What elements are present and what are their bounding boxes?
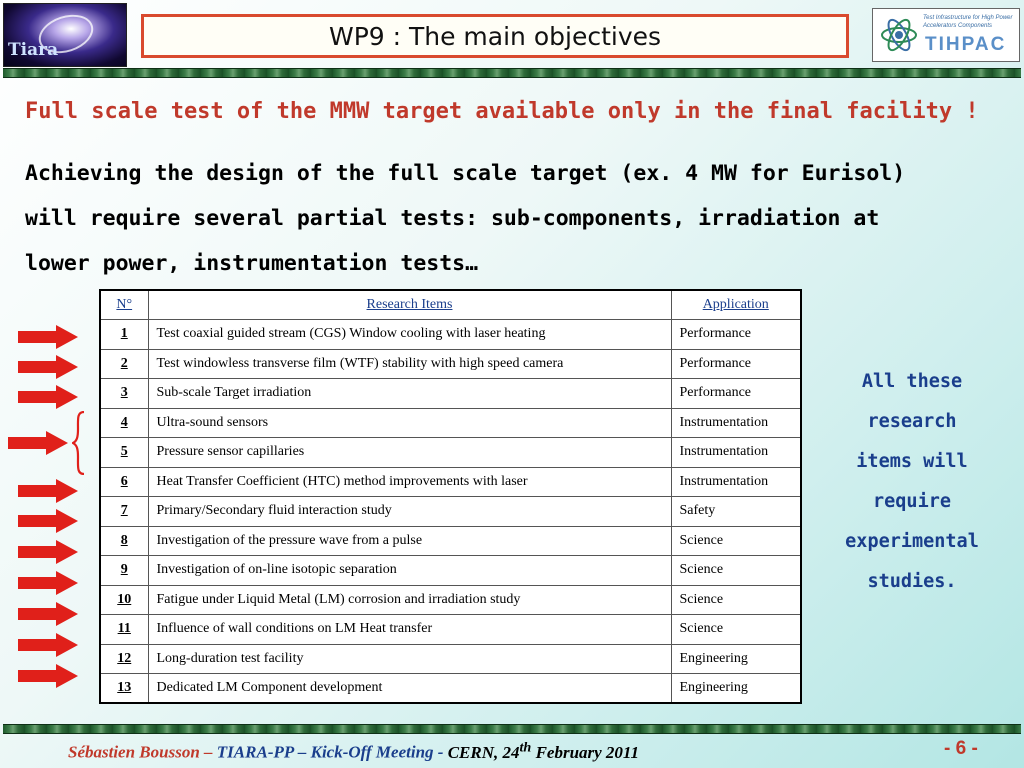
row-research-item: Dedicated LM Component development (148, 674, 671, 704)
page-number: - 6 - (944, 738, 978, 759)
side-note-line: experimental (845, 531, 979, 552)
row-research-item: Ultra-sound sensors (148, 408, 671, 438)
row-research-item: Heat Transfer Coefficient (HTC) method improvements with laser (148, 467, 671, 497)
table-row (100, 585, 801, 615)
row-number: 7 (100, 497, 148, 527)
bottom-divider-bar (3, 724, 1021, 734)
row-number: 3 (100, 379, 148, 409)
row-number: 9 (100, 556, 148, 586)
tihpac-logo (872, 8, 1020, 62)
row-number: 12 (100, 644, 148, 674)
row-application: Instrumentation (671, 408, 801, 438)
row-research-item: Influence of wall conditions on LM Heat transfer (148, 615, 671, 645)
right-arrow-icon (18, 602, 78, 626)
footer-place-post: February 2011 (531, 742, 639, 762)
side-note-line: items will (856, 451, 968, 472)
row-research-item: Pressure sensor capillaries (148, 438, 671, 468)
row-number: 2 (100, 349, 148, 379)
column-header-application: Application (671, 290, 801, 320)
table-row (100, 674, 801, 704)
top-divider-bar (3, 68, 1021, 78)
curly-brace-icon (72, 411, 86, 475)
row-application: Engineering (671, 644, 801, 674)
right-arrow-icon (18, 355, 78, 379)
table-row (100, 497, 801, 527)
table-row (100, 379, 801, 409)
right-arrow-icon (8, 431, 68, 455)
row-research-item: Investigation of on-line isotopic separation (148, 556, 671, 586)
slide-title: WP9 : The main objectives (328, 21, 662, 51)
table-row (100, 438, 801, 468)
slide-title-box (141, 14, 849, 58)
row-research-item: Primary/Secondary fluid interaction study (148, 497, 671, 527)
row-application: Science (671, 556, 801, 586)
paragraph-line: Achieving the design of the full scale target (ex. 4 MW for Eurisol) (25, 161, 906, 186)
research-items-table (99, 289, 802, 704)
subtitle: Full scale test of the MMW target available only in the final facility ! (25, 99, 979, 124)
footer-place-sup: th (519, 739, 532, 755)
row-application: Science (671, 615, 801, 645)
row-research-item: Fatigue under Liquid Metal (LM) corrosion and irradiation study (148, 585, 671, 615)
table-row (100, 320, 801, 350)
table-row (100, 467, 801, 497)
row-application: Science (671, 585, 801, 615)
atom-icon (879, 15, 919, 55)
paragraph-line: lower power, instrumentation tests… (25, 251, 479, 276)
right-arrow-icon (18, 540, 78, 564)
row-application: Safety (671, 497, 801, 527)
footer-place (447, 739, 639, 762)
footer-credit (68, 739, 639, 763)
intro-paragraph (25, 151, 1015, 286)
side-note-line: research (867, 411, 957, 432)
paragraph-line: will require several partial tests: sub-components, irradiation at (25, 206, 880, 231)
tihpac-wordmark: TIHPAC (925, 34, 1007, 55)
footer-author: Sébastien Bousson – (68, 742, 217, 762)
row-application: Instrumentation (671, 467, 801, 497)
side-note-line: require (873, 491, 951, 512)
row-application: Science (671, 526, 801, 556)
right-arrow-icon (18, 479, 78, 503)
table-row (100, 408, 801, 438)
table-row (100, 526, 801, 556)
row-number: 5 (100, 438, 148, 468)
row-number: 4 (100, 408, 148, 438)
table-row (100, 556, 801, 586)
tiara-logo-text: Tiara (8, 40, 59, 60)
row-research-item: Investigation of the pressure wave from a pulse (148, 526, 671, 556)
table-row (100, 615, 801, 645)
row-number: 10 (100, 585, 148, 615)
side-note-line: All these (861, 371, 963, 392)
right-arrow-icon (18, 325, 78, 349)
right-arrow-icon (18, 633, 78, 657)
row-research-item: Sub-scale Target irradiation (148, 379, 671, 409)
row-number: 11 (100, 615, 148, 645)
row-application: Performance (671, 349, 801, 379)
column-header-number: N° (100, 290, 148, 320)
row-number: 13 (100, 674, 148, 704)
row-application: Performance (671, 379, 801, 409)
footer-event: TIARA-PP – Kick-Off Meeting - (216, 742, 448, 762)
row-application: Engineering (671, 674, 801, 704)
row-research-item: Test coaxial guided stream (CGS) Window cooling with laser heating (148, 320, 671, 350)
side-note (828, 362, 996, 602)
row-number: 8 (100, 526, 148, 556)
right-arrow-icon (18, 664, 78, 688)
table-row (100, 349, 801, 379)
tihpac-tagline: Test Infrastructure for High Power Accelerators Components (923, 15, 1013, 29)
table-header-row (100, 290, 801, 320)
right-arrow-icon (18, 509, 78, 533)
right-arrow-icon (18, 385, 78, 409)
right-arrow-icon (18, 571, 78, 595)
tiara-logo (3, 3, 127, 67)
row-number: 1 (100, 320, 148, 350)
column-header-research-items: Research Items (148, 290, 671, 320)
row-application: Instrumentation (671, 438, 801, 468)
row-research-item: Test windowless transverse film (WTF) stability with high speed camera (148, 349, 671, 379)
row-research-item: Long-duration test facility (148, 644, 671, 674)
side-note-line: studies. (867, 571, 957, 592)
table-row (100, 644, 801, 674)
row-application: Performance (671, 320, 801, 350)
footer-place-pre: CERN, 24 (447, 742, 520, 762)
row-number: 6 (100, 467, 148, 497)
